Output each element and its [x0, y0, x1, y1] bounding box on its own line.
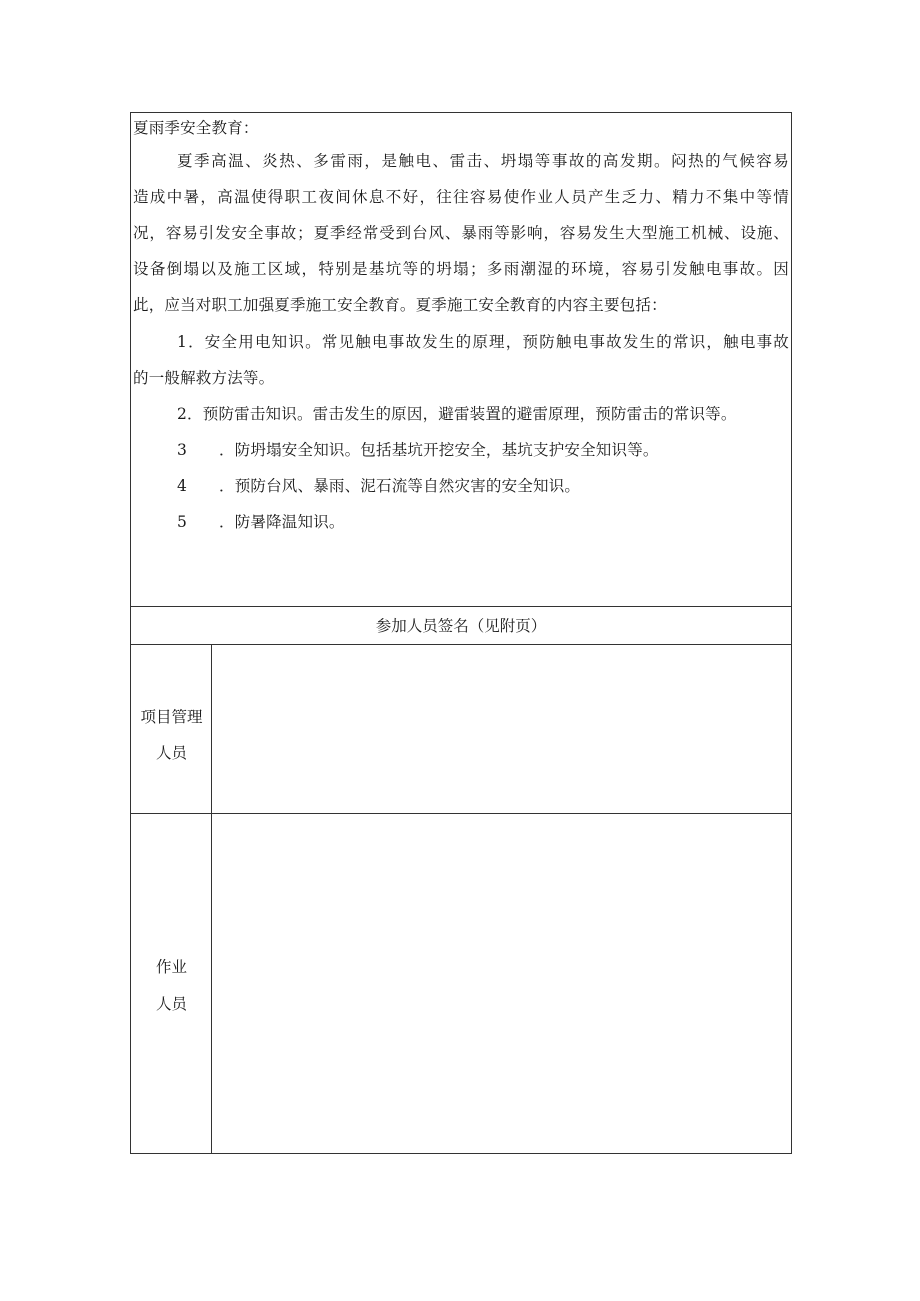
- signature-label-cell: [131, 814, 212, 1153]
- paragraph-line: 况，容易引发安全事故；夏季经常受到台风、暴雨等影响，容易发生大型施工机械、设施、: [133, 224, 789, 242]
- paragraph-line: 此，应当对职工加强夏季施工安全教育。夏季施工安全教育的内容主要包括：: [133, 296, 667, 314]
- signature-row-management: [131, 645, 791, 814]
- signature-label-line: 人员: [155, 744, 187, 762]
- signature-label-line: 人员: [155, 995, 187, 1013]
- list-item-3-text: ．防坍塌安全知识。包括基坑开挖安全，基坑支护安全知识等。: [219, 441, 659, 459]
- signature-label-line: 项目管理: [140, 708, 203, 726]
- list-item-5-text: ．防暑降温知识。: [219, 513, 345, 531]
- list-item-4-text: ．预防台风、暴雨、泥石流等自然灾害的安全知识。: [219, 477, 581, 495]
- paragraph-line: 设备倒塌以及施工区域，特别是基坑等的坍塌；多雨潮湿的环境，容易引发触电事故。因: [133, 260, 789, 278]
- signature-label-line: 作业: [155, 958, 187, 976]
- signature-row-workers: [131, 814, 791, 1153]
- list-item-1-line: 1．安全用电知识。常见触电事故发生的原理，预防触电事故发生的常识，触电事故: [177, 333, 789, 351]
- education-record-table: [130, 112, 792, 1154]
- section-title: 夏雨季安全教育：: [133, 119, 259, 137]
- paragraph-line: 夏季高温、炎热、多雷雨，是触电、雷击、坍塌等事故的高发期。闷热的气候容易: [177, 152, 789, 170]
- signature-area-workers[interactable]: [212, 814, 791, 1153]
- list-item-1-line: 的一般解救方法等。: [133, 369, 275, 387]
- list-item-2: 2．预防雷击知识。雷击发生的原因，避雷装置的避雷原理，预防雷击的常识等。: [177, 405, 737, 423]
- list-item-5-number: 5: [177, 513, 188, 531]
- list-item-4-number: 4: [177, 477, 188, 495]
- signature-label-cell: [131, 645, 212, 813]
- signature-header: 参加人员签名（见附页）: [131, 607, 791, 645]
- paragraph-line: 造成中暑，高温使得职工夜间休息不好，往往容易使作业人员产生乏力、精力不集中等情: [133, 188, 789, 206]
- signature-area-management[interactable]: [212, 645, 791, 813]
- list-item-3-number: 3: [177, 441, 188, 459]
- education-content-cell: [131, 113, 791, 607]
